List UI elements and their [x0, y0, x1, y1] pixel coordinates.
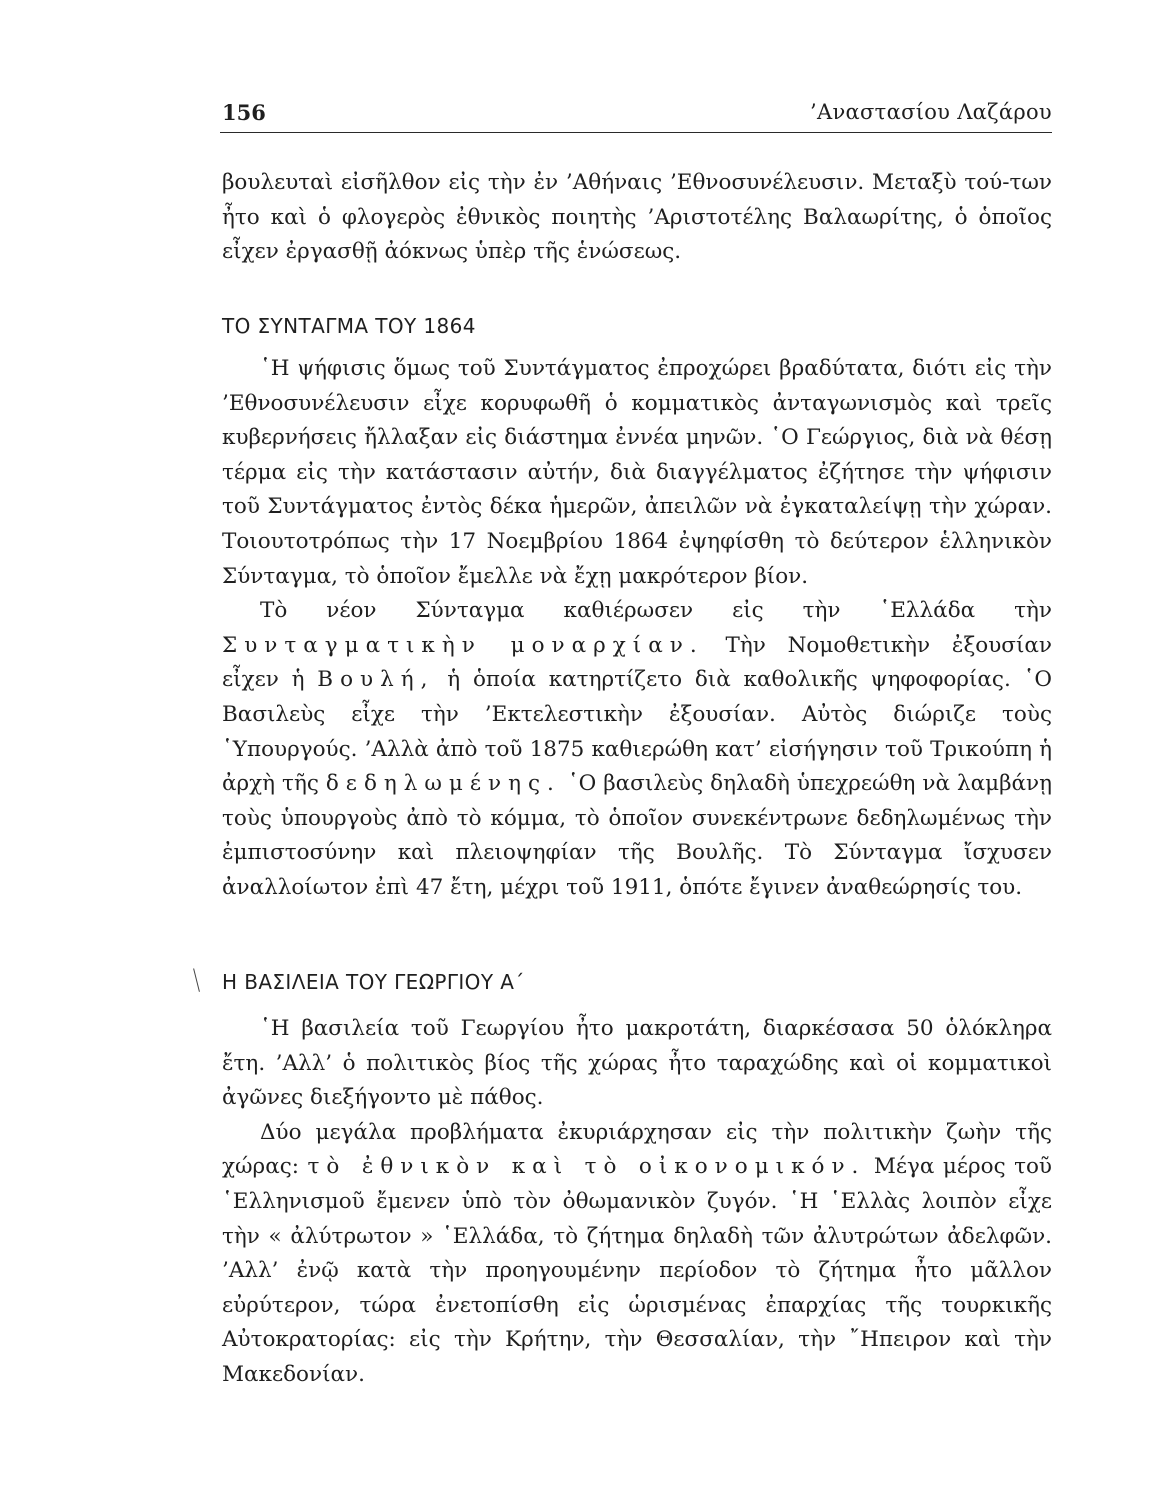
paragraph: ῾Η ψήφισις ὅμως τοῦ Συντάγματος ἐπροχώρει βραδύτατα, διότι εἰς τὴν ’Εθνοσυνέλευσιν εἶχε κορυφωθῆ ὁ κομματικὸς ἀνταγωνισμὸς καὶ τρεῖς κυβερνήσεις ἤλλαξαν εἰς διάστημα ἐννέα μηνῶν. ῾Ο Γεώργιος, διὰ νὰ θέσῃ τέρμα εἰς τὴν κατάστασιν αὐτήν, διὰ διαγγέλματος ἐζήτησε τὴν ψήφισιν τοῦ Συντάγματος ἐντὸς δέκα ἡμερῶν, ἀπειλῶν νὰ ἐγκαταλείψῃ τὴν χώραν. Τοιουτοτρόπως τὴν 17 Νοεμβρίου 1864 ἐψηφίσθη τὸ δεύτερον ἑλληνικὸν Σύνταγμα, τὸ ὁποῖον ἔμελλε νὰ ἔχῃ μακρότερον βίον.	[222, 356, 1052, 589]
text-run: Τὴν Νομοθετικὴν ἐξουσίαν εἶχεν ἡ	[222, 632, 1052, 693]
section-title-reign: Η ΒΑΣΙΛΕΙΑ ΤΟΥ ΓΕΩΡΓΙΟΥ Α΄	[222, 970, 525, 994]
text-run: Δύο μεγάλα προβλήματα ἐκυριάρχησαν εἰς τὴν πολιτικὴν ζωὴν τῆς χώρας:	[222, 1119, 1052, 1180]
paragraph	[222, 594, 1052, 905]
section-body-reign	[222, 1012, 1052, 1393]
text-run: Τὸ νέον Σύνταγμα καθιέρωσεν εἰς τὴν ῾Ελλάδα τὴν	[260, 598, 1052, 624]
emphasized-term: Βουλή,	[317, 667, 435, 693]
running-head-author: ’Αναστασίου Λαζάρου	[810, 100, 1052, 124]
text-run: ἡ ὁποία κατηρτίζετο διὰ καθολικῆς ψηφοφορίας. ῾Ο Βασιλεὺς εἶχε τὴν ’Εκτελεστικὴν ἐξουσίαν. Αὐτὸς διώριζε τοὺς ῾Υπουργούς. ’Αλλὰ ἀπὸ τοῦ 1875 καθιερώθη κατ’ εἰσήγησιν τοῦ Τρικούπη ἡ ἀρχὴ τῆς	[222, 667, 1052, 797]
margin-pencil-mark	[193, 968, 201, 992]
paragraph: βουλευταὶ εἰσῆλθον εἰς τὴν ἐν ’Αθήναις ’Εθνοσυνέλευσιν. Μεταξὺ τού-των ἦτο καὶ ὁ φλογερὸς ἐθνικὸς ποιητὴς ’Αριστοτέλης Βαλαωρίτης, ὁ ὁποῖος εἶχεν ἐργασθῇ ἀόκνως ὑπὲρ τῆς ἑνώσεως.	[222, 170, 1052, 265]
paragraph	[222, 1116, 1052, 1393]
paragraph: ῾Η βασιλεία τοῦ Γεωργίου ἦτο μακροτάτη, διαρκέσασα 50 ὁλόκληρα ἔτη. ’Αλλ’ ὁ πολιτικὸς βίος τῆς χώρας ἦτο ταραχώδης καὶ οἱ κομματικοὶ ἀγῶνες διεξήγοντο μὲ πάθος.	[222, 1016, 1052, 1111]
opening-paragraph	[222, 166, 1052, 270]
section-title-constitution: ΤΟ ΣΥΝΤΑΓΜΑ ΤΟΥ 1864	[222, 314, 476, 338]
text-run: ῾Ο βασιλεὺς δηλαδὴ ὑπεχρεώθη νὰ λαμβάνῃ τοὺς ὑπουργοὺς ἀπὸ τὸ κόμμα, τὸ ὁποῖον συνεκέντρωνε δεδηλωμένως τὴν ἐμπιστοσύνην καὶ πλειοψηφίαν τῆς Βουλῆς. Τὸ Σύνταγμα ἴσχυσεν ἀναλλοίωτον ἐπὶ 47 ἔτη, μέχρι τοῦ 1911, ὁπότε ἔγινεν ἀναθεώρησίς του.	[222, 771, 1052, 900]
text-run: Μέγα μέρος τοῦ ῾Ελληνισμοῦ ἔμενεν ὑπὸ τὸν ὀθωμανικὸν ζυγόν. ῾Η ῾Ελλὰς λοιπὸν εἶχε τὴν « ἀλύτρωτον » ῾Ελλάδα, τὸ ζήτημα δηλαδὴ τῶν ἀλυτρώτων ἀδελφῶν. ’Αλλ’ ἐνῷ κατὰ τὴν προηγουμένην περίοδον τὸ ζήτημα ἦτο μᾶλλον εὐρύτερον, τώρα ἐνετοπίσθη εἰς ὡρισμένας ἐπαρχίας τῆς τουρκικῆς Αὐτοκρατορίας: εἰς τὴν Κρήτην, τὴν Θεσσαλίαν, τὴν ῎Ηπειρον καὶ τὴν Μακεδονίαν.	[222, 1154, 1053, 1387]
emphasized-term: δεδηλωμένης.	[325, 771, 561, 797]
page-header	[220, 98, 1052, 133]
emphasized-term: τὸ ἐθνικὸν καὶ τὸ οἰκονομικόν.	[307, 1154, 866, 1180]
page-number: 156	[222, 100, 266, 125]
emphasized-term: Συνταγματικὴν μοναρχίαν.	[222, 632, 704, 658]
section-body-constitution	[222, 352, 1052, 906]
